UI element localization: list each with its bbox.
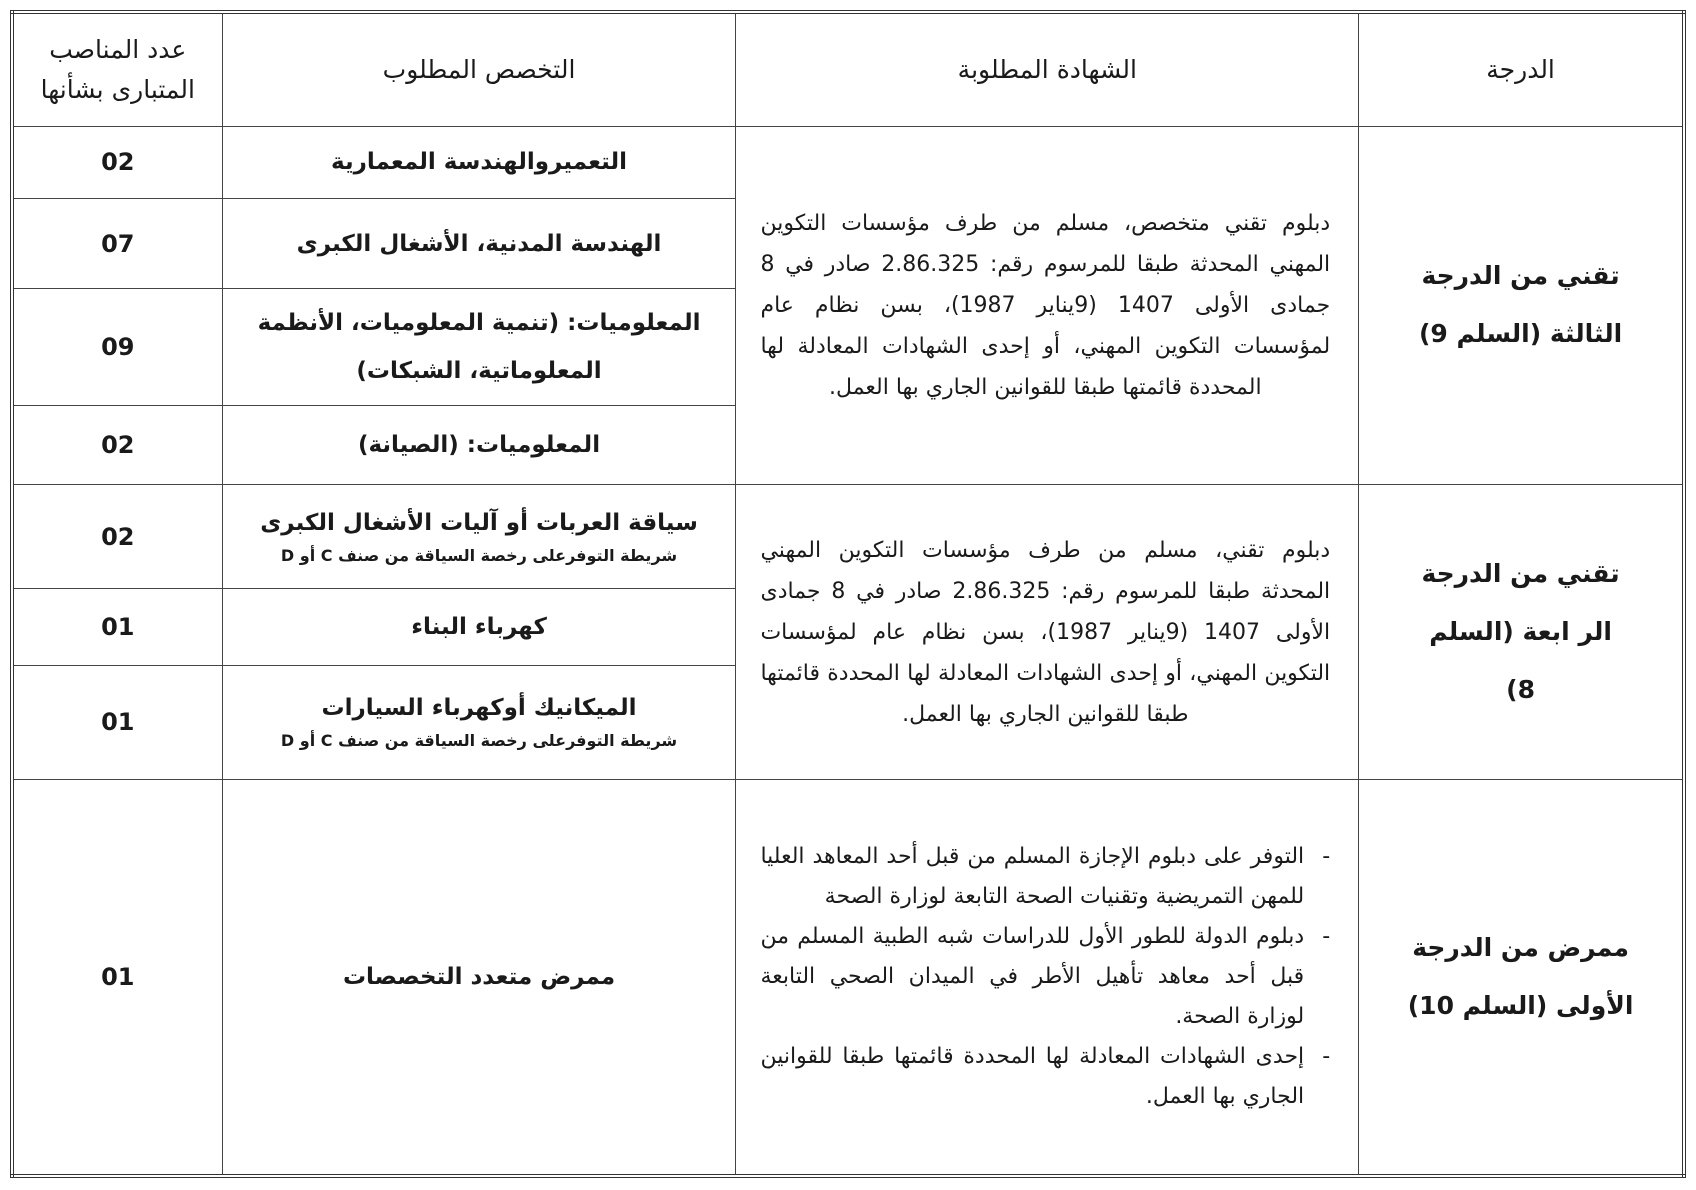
certificate-text: دبلوم تقني، مسلم من طرف مؤسسات التكوين المهني المحدثة طبقا للمرسوم رقم: 2.86.325 صادر في 8 جمادى الأولى 1407 (9يناير 1987)، بسن نظام عام لمؤسسات التكوين المهني، أو إحدى الشهادات المعادلة لها المحددة قائمتها طبقا للقوانين الجاري بها العمل. <box>760 537 1331 727</box>
positions-table <box>10 10 1686 1178</box>
list-item: - إحدى الشهادات المعادلة لها المحددة قائمتها طبقا للقوانين الجاري بها العمل. <box>760 1037 1330 1117</box>
certificate-cell <box>736 780 1359 1176</box>
header-specialty: التخصص المطلوب <box>222 12 736 126</box>
certificate-cell <box>736 126 1359 485</box>
header-grade: الدرجة <box>1359 12 1684 126</box>
certificate-text: دبلوم تقني متخصص، مسلم من طرف مؤسسات التكوين المهني المحدثة طبقا للمرسوم رقم: 2.86.325 صادر في 8 جمادى الأولى 1407 (9يناير 1987)، بسن نظام عام لمؤسسات التكوين المهني، أو إحدى الشهادات المعادلة لها المحددة قائمتها طبقا للقوانين الجاري بها العمل. <box>760 210 1331 400</box>
count-cell: 02 <box>12 126 222 199</box>
table-row <box>12 780 1684 1176</box>
list-item: - التوفر على دبلوم الإجازة المسلم من قبل أحد المعاهد العليا للمهن التمريضية وتقنيات الصحة التابعة لوزارة الصحة <box>760 837 1330 917</box>
grade-cell: تقني من الدرجة الر ابعة (السلم 8) <box>1359 485 1684 780</box>
bullet-dash: - <box>1322 844 1331 870</box>
certificate-list <box>760 837 1330 1117</box>
table-row <box>12 485 1684 588</box>
count-cell: 01 <box>12 588 222 665</box>
specialty-title: الميكانيك أوكهرباء السيارات <box>321 695 637 722</box>
specialty-title: سياقة العربات أو آليات الأشغال الكبرى <box>260 509 698 536</box>
count-cell: 09 <box>12 289 222 406</box>
header-row <box>12 12 1684 126</box>
specialty-cell: الهندسة المدنية، الأشغال الكبرى <box>222 199 736 289</box>
header-count: عدد المناصب المتبارى بشأنها <box>12 12 222 126</box>
bullet-dash: - <box>1322 1044 1331 1070</box>
count-cell: 02 <box>12 485 222 588</box>
specialty-cell: ممرض متعدد التخصصات <box>222 780 736 1176</box>
count-cell: 01 <box>12 780 222 1176</box>
count-cell: 01 <box>12 665 222 779</box>
specialty-cell: التعميروالهندسة المعمارية <box>222 126 736 199</box>
specialty-cell <box>222 665 736 779</box>
list-item: - دبلوم الدولة للطور الأول للدراسات شبه الطبية المسلم من قبل أحد معاهد تأهيل الأطر في الميدان الصحي التابعة لوزارة الصحة. <box>760 917 1330 1037</box>
specialty-cell <box>222 485 736 588</box>
bullet-dash: - <box>1322 924 1331 950</box>
certificate-cell <box>736 485 1359 780</box>
grade-cell: تقني من الدرجة الثالثة (السلم 9) <box>1359 126 1684 485</box>
specialty-cell: المعلوميات: (الصيانة) <box>222 406 736 485</box>
specialty-cell: المعلوميات: (تنمية المعلوميات، الأنظمة المعلوماتية، الشبكات) <box>222 289 736 406</box>
header-certificate: الشهادة المطلوبة <box>736 12 1359 126</box>
table-row <box>12 126 1684 199</box>
specialty-note: شريطة التوفرعلى رخصة السياقة من صنف C أو D <box>280 731 678 751</box>
specialty-cell: كهرباء البناء <box>222 588 736 665</box>
grade-cell: ممرض من الدرجة الأولى (السلم 10) <box>1359 780 1684 1176</box>
specialty-note: شريطة التوفرعلى رخصة السياقة من صنف C أو D <box>280 545 678 565</box>
count-cell: 02 <box>12 406 222 485</box>
count-cell: 07 <box>12 199 222 289</box>
